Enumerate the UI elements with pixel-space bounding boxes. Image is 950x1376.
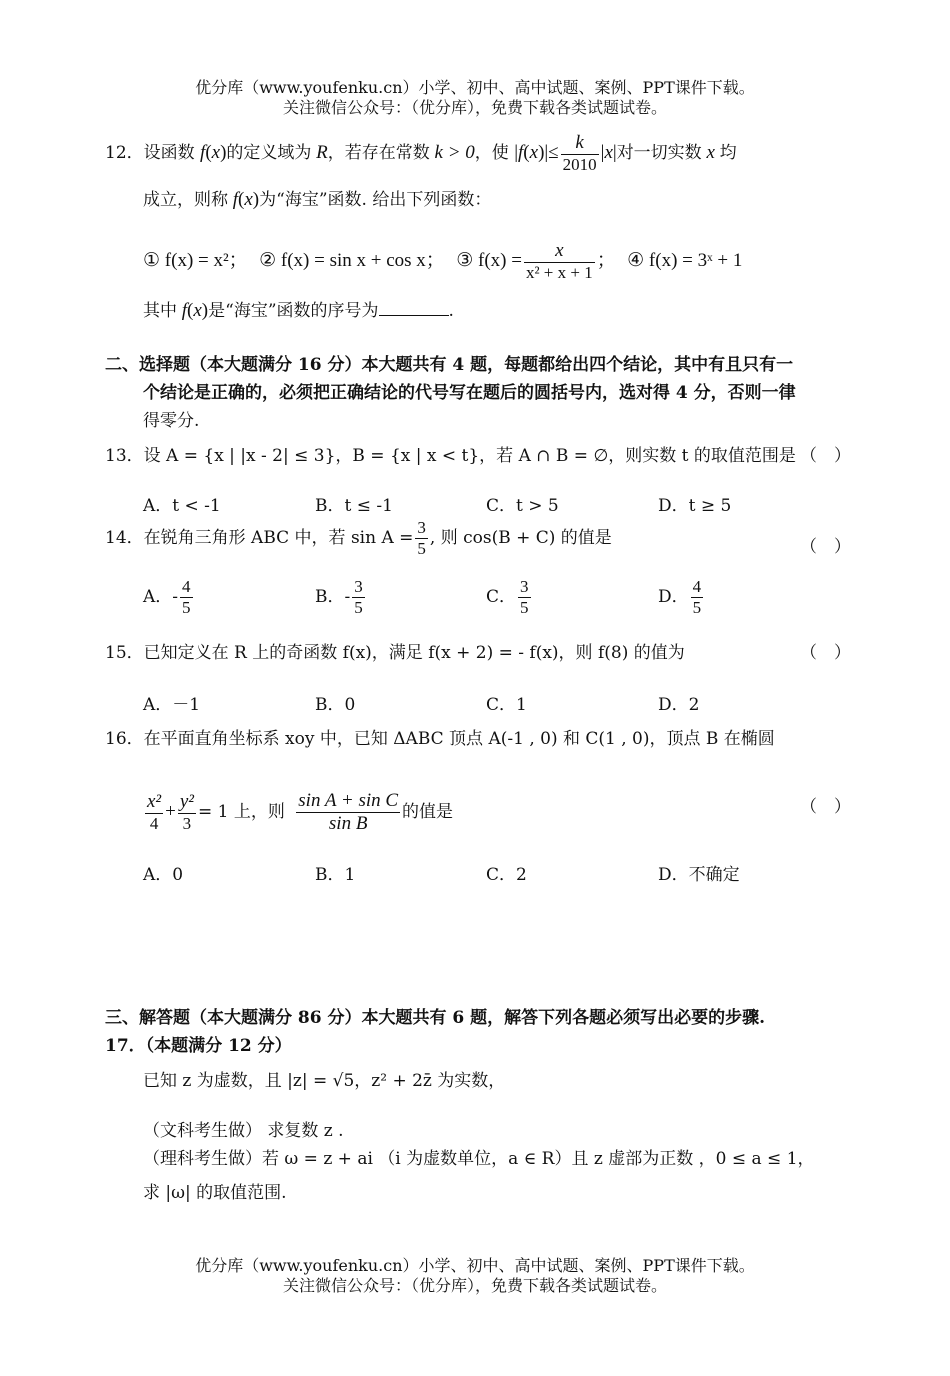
q15-answer-paren[interactable]: （ ） — [800, 643, 851, 663]
q17-line-2: （文科考生做） 求复数 z . — [143, 1121, 344, 1141]
q17-line-3: （理科考生做）若 ω = z + ai （i 为虚数单位，a ∈ R）且 z 虚部为正数 ，0 ≤ a ≤ 1， — [143, 1149, 815, 1169]
q13-option-b[interactable]: B．t ≤ -1 — [315, 496, 393, 516]
header-line-1: 优分库（www.youfenku.cn）小学、初中、高中试题、案例、PPT课件下载。 — [195, 78, 755, 97]
q15-option-d[interactable]: D．2 — [658, 695, 700, 715]
q12-func-4: ④ f(x) = 3ˣ + 1 — [627, 250, 743, 271]
q12-line-1: 12．设函数 f(x)的定义域为 R，若存在常数 k > 0，使 |f(x)|≤ $\frac{k}{2010}$ |x|对一切实数 x 均 — [105, 132, 737, 174]
q12-text-6: 均 — [719, 143, 737, 163]
q12-answer-blank[interactable] — [379, 315, 449, 316]
q16-ellipse-line: $\frac{\text{x²}}{4}$ + $\frac{\text{y²}}{3}$ = 1 上，则 $\frac{\text{sin A + sin C}}{\text{sin B}}$ 的值是 — [147, 790, 454, 834]
q14-option-c[interactable]: C． $\frac{3}{5}$ — [486, 577, 529, 617]
q15-option-b[interactable]: B．0 — [315, 695, 356, 715]
q12-line-4: 其中 f(x)是“海宝”函数的序号为 . — [143, 300, 454, 321]
q13-option-a[interactable]: A．t < -1 — [143, 496, 221, 516]
section2-line-1: 二、选择题（本大题满分 16 分）本大题共有 4 题，每题都给出四个结论，其中有且只有一 — [105, 355, 794, 375]
q13-option-d[interactable]: D．t ≥ 5 — [658, 496, 732, 516]
section2-line-3: 得零分. — [143, 411, 200, 431]
section2-line-2: 个结论是正确的，必须把正确结论的代号写在题后的圆括号内，选对得 4 分，否则一律 — [143, 383, 796, 403]
q13-answer-paren[interactable]: （ ） — [800, 446, 851, 466]
q15-stem: 15．已知定义在 R 上的奇函数 f(x)，满足 f(x + 2) = - f(x)，则 f(8) 的值为 — [105, 643, 685, 663]
section3-line-1: 三、解答题（本大题满分 86 分）本大题共有 6 题，解答下列各题必须写出必要的步骤. — [105, 1008, 766, 1028]
q16-option-a[interactable]: A．0 — [143, 865, 184, 885]
q17-line-1: 已知 z 为虚数，且 |z| = √5，z² + 2z̄ 为实数， — [143, 1071, 506, 1091]
q14-option-b[interactable]: B．- $\frac{3}{5}$ — [315, 577, 363, 617]
q14-stem: 14．在锐角三角形 ABC 中，若 sin A = $\frac{3}{5}$ , 则 cos(B + C) 的值是 — [105, 518, 612, 558]
q12-text-1: 设函数 — [143, 143, 195, 163]
header-line-2: 关注微信公众号：（优分库），免费下载各类试题试卷。 — [282, 98, 667, 117]
q12-text-5: 对一切实数 — [616, 143, 702, 163]
q12-func-3-fraction: $\frac{x}{\text{x² + x + 1}}$ — [525, 240, 593, 282]
q17-line-4: 求 |ω| 的取值范围. — [143, 1183, 287, 1203]
q16-answer-paren[interactable]: （ ） — [800, 797, 851, 817]
q12-func-2: ② f(x) = sin x + cos x； — [259, 250, 445, 271]
q12-line-2: 成立，则称 f(x)为“海宝”函数. 给出下列函数： — [143, 189, 492, 210]
q14-answer-paren[interactable]: （ ） — [800, 537, 851, 557]
q12-number: 12． — [105, 143, 144, 163]
footer-line-2: 关注微信公众号：（优分库），免费下载各类试题试卷。 — [282, 1276, 667, 1295]
q15-option-c[interactable]: C．1 — [486, 695, 527, 715]
q17-title: 17．（本题满分 12 分） — [105, 1036, 292, 1056]
footer-line-1: 优分库（www.youfenku.cn）小学、初中、高中试题、案例、PPT课件下载。 — [195, 1256, 755, 1275]
q12-text-2: 的定义域为 — [226, 143, 312, 163]
q12-func-3: ③ f(x) = — [456, 250, 522, 271]
q16-option-c[interactable]: C．2 — [486, 865, 527, 885]
q14-option-d[interactable]: D． $\frac{4}{5}$ — [658, 577, 702, 617]
q12-fraction: $\frac{k}{2010}$ — [562, 132, 597, 174]
q13-option-c[interactable]: C．t > 5 — [486, 496, 559, 516]
q12-functions: ① f(x) = x²； ② f(x) = sin x + cos x； ③ f(x) = $\frac{x}{\text{x² + x + 1}}$ ； ④ f(x) = 3ˣ + 1 — [143, 240, 743, 282]
q12-text-3: ，若存在常数 — [327, 143, 430, 163]
q13-stem: 13．设 A = {x | |x - 2| ≤ 3}，B = {x | x < t}，若 A ∩ B = ∅，则实数 t 的取值范围是 — [105, 446, 796, 466]
q12-text-4: ，使 — [474, 143, 509, 163]
q15-option-a[interactable]: A．－1 — [143, 695, 201, 715]
q16-stem: 16．在平面直角坐标系 xoy 中，已知 ΔABC 顶点 A(-1 , 0) 和 C(1 , 0)，顶点 B 在椭圆 — [105, 729, 775, 749]
q16-option-d[interactable]: D．不确定 — [658, 865, 740, 885]
q16-option-b[interactable]: B．1 — [315, 865, 356, 885]
q12-func-1: ① f(x) = x²； — [143, 250, 248, 271]
q14-option-a[interactable]: A．- $\frac{4}{5}$ — [143, 577, 191, 617]
